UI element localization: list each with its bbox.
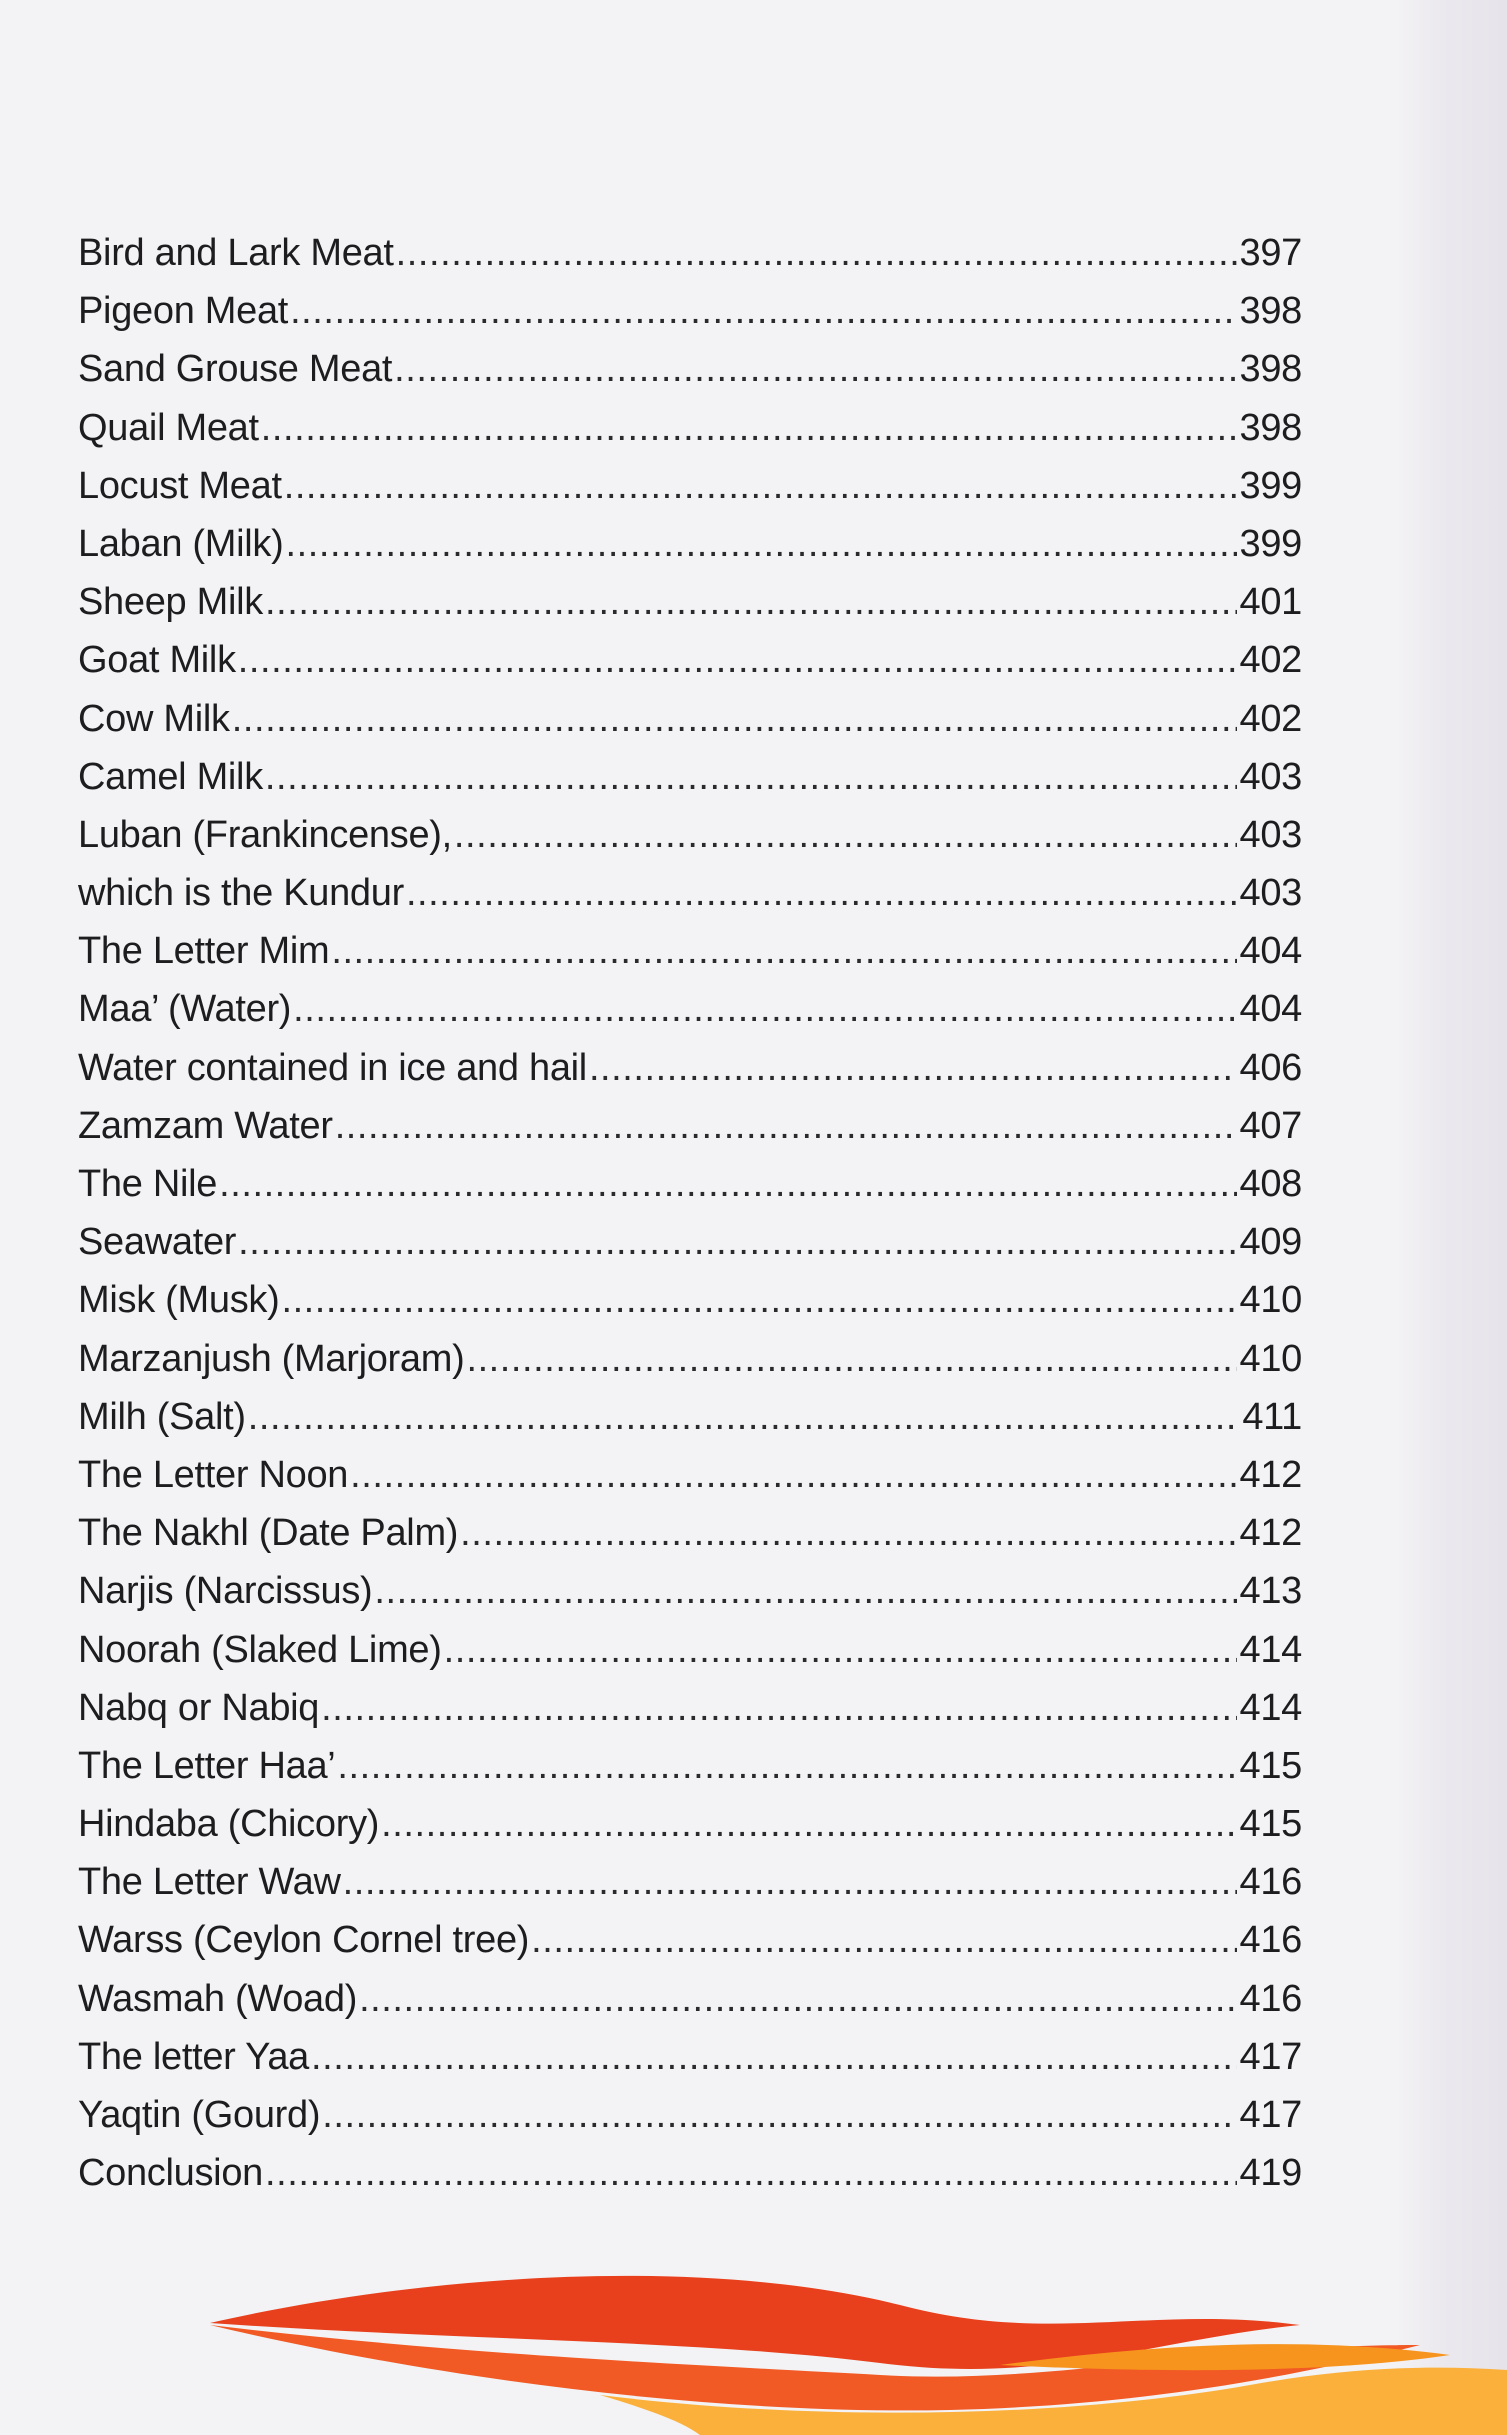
toc-dot-leader [311, 2036, 1238, 2079]
toc-entry [78, 930, 1302, 988]
toc-entry [78, 1221, 1302, 1279]
toc-entry [78, 1978, 1302, 2036]
toc-dot-leader [281, 1279, 1237, 1322]
toc-entry-title: Locust Meat [78, 464, 282, 507]
toc-entry [78, 2036, 1302, 2094]
toc-entry-page-number: 398 [1239, 406, 1302, 449]
toc-dot-leader [290, 290, 1237, 333]
toc-dot-leader [265, 581, 1238, 624]
toc-dot-leader [381, 1803, 1237, 1846]
table-of-contents [78, 232, 1302, 2210]
toc-dot-leader [238, 639, 1238, 682]
toc-entry-page-number: 416 [1239, 1861, 1302, 1904]
toc-entry-page-number: 404 [1239, 930, 1302, 973]
toc-entry [78, 581, 1302, 639]
toc-entry [78, 2152, 1302, 2210]
toc-entry [78, 290, 1302, 348]
toc-dot-leader [374, 1570, 1237, 1613]
toc-entry-title: The Letter Noon [78, 1453, 349, 1496]
toc-entry-page-number: 398 [1239, 290, 1302, 333]
toc-entry-title: Sheep Milk [78, 581, 263, 624]
toc-entry-title: Luban (Frankincense), [78, 813, 452, 856]
toc-entry-page-number: 417 [1239, 2035, 1302, 2078]
toc-dot-leader [466, 1338, 1237, 1381]
toc-entry [78, 1803, 1302, 1861]
toc-dot-leader [219, 1163, 1237, 1206]
toc-entry [78, 407, 1302, 465]
toc-dot-leader [261, 407, 1238, 450]
toc-entry-title: The Letter Waw [78, 1861, 341, 1904]
toc-entry-page-number: 410 [1239, 1337, 1302, 1380]
toc-entry-page-number: 403 [1239, 813, 1302, 856]
toc-entry [78, 814, 1302, 872]
toc-entry-title: The Nakhl (Date Palm) [78, 1512, 459, 1555]
toc-dot-leader [343, 1861, 1238, 1904]
toc-entry-title: Marzanjush (Marjoram) [78, 1337, 465, 1380]
toc-entry-title: which is the Kundur [78, 872, 404, 915]
toc-dot-leader [322, 2094, 1237, 2137]
toc-dot-leader [331, 930, 1237, 973]
toc-dot-leader [531, 1919, 1237, 1962]
toc-entry [78, 232, 1302, 290]
toc-entry-title: Camel Milk [78, 755, 263, 798]
toc-entry-title: Noorah (Slaked Lime) [78, 1628, 442, 1671]
toc-entry-page-number: 408 [1239, 1163, 1302, 1205]
toc-entry [78, 1861, 1302, 1919]
toc-entry [78, 1629, 1302, 1687]
toc-entry-page-number: 402 [1239, 697, 1302, 740]
toc-dot-leader [248, 1396, 1241, 1439]
toc-entry-title: Cow Milk [78, 697, 230, 740]
toc-entry [78, 2094, 1302, 2152]
toc-entry [78, 1454, 1302, 1512]
toc-entry [78, 1745, 1302, 1803]
toc-entry-title: Yaqtin (Gourd) [78, 2094, 321, 2136]
toc-entry-title: The Nile [78, 1163, 218, 1205]
toc-entry-page-number: 415 [1239, 1803, 1302, 1846]
toc-entry-title: The Letter Haa’ [78, 1744, 336, 1787]
toc-entry [78, 1512, 1302, 1570]
toc-entry-title: Narjis (Narcissus) [78, 1570, 373, 1613]
toc-entry-title: Laban (Milk) [78, 522, 284, 565]
toc-entry-title: Warss (Ceylon Cornel tree) [78, 1919, 530, 1962]
toc-entry-title: Sand Grouse Meat [78, 348, 393, 391]
toc-entry-title: Seawater [78, 1221, 237, 1264]
toc-entry-title: Maa’ (Water) [78, 988, 292, 1031]
toc-entry-page-number: 416 [1239, 1977, 1302, 2020]
toc-entry [78, 1105, 1302, 1163]
toc-entry [78, 756, 1302, 814]
toc-dot-leader [589, 1047, 1238, 1090]
toc-entry-page-number: 402 [1239, 639, 1302, 682]
toc-entry-title: Water contained in ice and hail [78, 1046, 587, 1089]
toc-entry-title: The letter Yaa [78, 2035, 309, 2078]
toc-dot-leader [284, 465, 1238, 508]
toc-entry-page-number: 397 [1239, 232, 1302, 274]
toc-entry-page-number: 398 [1239, 348, 1302, 391]
toc-entry [78, 1570, 1302, 1628]
toc-entry [78, 523, 1302, 581]
toc-dot-leader [232, 698, 1238, 741]
decorative-swoosh [0, 2245, 1507, 2435]
toc-entry [78, 1919, 1302, 1977]
toc-dot-leader [350, 1454, 1237, 1497]
toc-dot-leader [335, 1105, 1238, 1148]
toc-entry-page-number: 403 [1239, 755, 1302, 798]
toc-entry-page-number: 407 [1239, 1104, 1302, 1147]
toc-entry-page-number: 399 [1239, 464, 1302, 507]
toc-entry-title: The Letter Mim [78, 930, 330, 973]
toc-entry-title: Pigeon Meat [78, 290, 289, 333]
toc-entry-page-number: 401 [1239, 581, 1302, 624]
toc-dot-leader [359, 1978, 1237, 2021]
toc-entry [78, 1163, 1302, 1221]
toc-entry-title: Quail Meat [78, 406, 259, 449]
toc-dot-leader [396, 232, 1238, 275]
toc-entry-page-number: 412 [1239, 1453, 1302, 1496]
toc-entry-page-number: 410 [1239, 1279, 1302, 1322]
toc-entry-title: Conclusion [78, 2152, 263, 2195]
toc-entry [78, 1047, 1302, 1105]
toc-entry [78, 872, 1302, 930]
toc-entry-title: Bird and Lark Meat [78, 232, 394, 274]
toc-entry-title: Milh (Salt) [78, 1395, 246, 1438]
toc-entry [78, 1338, 1302, 1396]
toc-entry-page-number: 416 [1239, 1919, 1302, 1962]
toc-entry-page-number: 414 [1239, 1628, 1302, 1671]
page-edge-shading [1397, 0, 1507, 2435]
toc-dot-leader [285, 523, 1237, 566]
toc-entry-page-number: 419 [1239, 2152, 1302, 2195]
toc-dot-leader [406, 872, 1238, 915]
toc-dot-leader [444, 1629, 1238, 1672]
toc-entry-title: Goat Milk [78, 639, 236, 682]
toc-entry-page-number: 404 [1239, 988, 1302, 1031]
toc-entry-title: Nabq or Nabiq [78, 1686, 320, 1729]
toc-entry-page-number: 413 [1239, 1570, 1302, 1613]
toc-dot-leader [293, 988, 1237, 1031]
toc-entry-title: Hindaba (Chicory) [78, 1803, 380, 1846]
toc-entry-page-number: 415 [1239, 1744, 1302, 1787]
toc-entry-page-number: 399 [1239, 522, 1302, 565]
toc-entry-page-number: 406 [1239, 1046, 1302, 1089]
toc-entry [78, 465, 1302, 523]
toc-entry-page-number: 417 [1239, 2094, 1302, 2136]
toc-entry [78, 1396, 1302, 1454]
toc-dot-leader [265, 756, 1238, 799]
toc-entry [78, 1279, 1302, 1337]
toc-entry-title: Zamzam Water [78, 1104, 333, 1147]
toc-dot-leader [265, 2152, 1237, 2195]
toc-dot-leader [238, 1221, 1237, 1264]
toc-entry-page-number: 409 [1239, 1221, 1302, 1264]
toc-dot-leader [337, 1745, 1237, 1788]
toc-dot-leader [321, 1687, 1237, 1730]
toc-entry-page-number: 403 [1239, 872, 1302, 915]
toc-dot-leader [394, 348, 1237, 391]
toc-entry [78, 639, 1302, 697]
toc-entry-page-number: 414 [1239, 1686, 1302, 1729]
toc-entry [78, 988, 1302, 1046]
toc-entry-title: Wasmah (Woad) [78, 1977, 358, 2020]
toc-entry-title: Misk (Musk) [78, 1279, 280, 1322]
toc-entry [78, 698, 1302, 756]
toc-entry [78, 1687, 1302, 1745]
toc-entry-page-number: 411 [1242, 1395, 1302, 1438]
toc-entry [78, 348, 1302, 406]
toc-dot-leader [454, 814, 1238, 857]
toc-entry-page-number: 412 [1239, 1512, 1302, 1555]
toc-dot-leader [460, 1512, 1237, 1555]
